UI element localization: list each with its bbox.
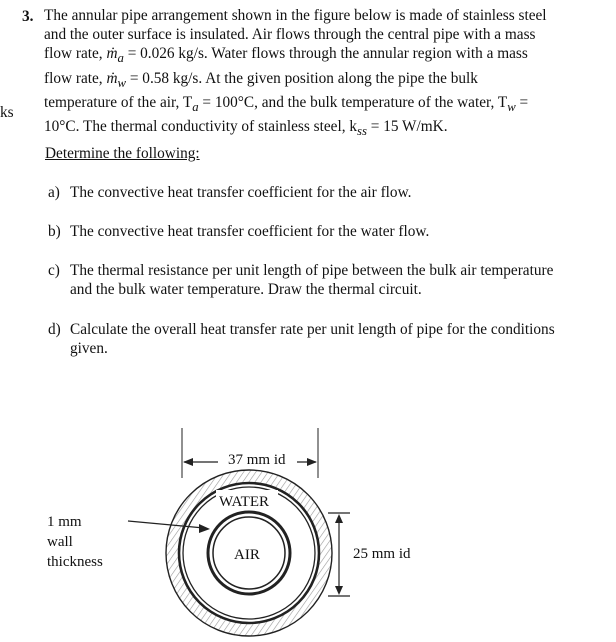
question-text-a: The convective heat transfer coefficient for the air flow.	[70, 184, 412, 201]
question-text-b: The convective heat transfer coefficient for the water flow.	[70, 223, 430, 240]
statement-line-4: flow rate, ṁ$_w$ = 0.58 kg/s. At the given position along the pipe the bulk	[44, 69, 478, 90]
wall-thickness-label-3: thickness	[47, 554, 103, 570]
statement-line-1: The annular pipe arrangement shown in the figure below is made of stainless steel	[44, 7, 547, 24]
problem-number: 3.	[22, 8, 34, 25]
question-label-a: a)	[48, 184, 60, 201]
air-label: AIR	[234, 547, 260, 563]
outer-dim-arrow-right	[307, 458, 317, 466]
margin-fragment-text: ks	[0, 104, 14, 121]
inner-dim-arrow-bottom	[335, 586, 343, 595]
outer-diameter-label: 37 mm id	[228, 452, 286, 468]
statement-line-3: flow rate, ṁ$_a$ = 0.026 kg/s. Water flows through the annular region with a mass	[44, 45, 528, 66]
statement-line-6: 10°C. The thermal conductivity of stainless steel, $k_{ss} = 15$ W/mK.	[44, 118, 448, 139]
statement-line-2: and the outer surface is insulated. Air flows through the central pipe with a mass	[44, 26, 536, 44]
inner-dim-arrow-top	[335, 514, 343, 523]
question-label-d: d)	[48, 321, 61, 338]
question-text-d: Calculate the overall heat transfer rate per unit length of pipe for the conditions given.	[70, 321, 555, 358]
water-label: WATER	[219, 494, 269, 510]
wall-thickness-label-2: wall	[47, 534, 73, 550]
wall-thickness-label-1: 1 mm	[47, 514, 82, 530]
statement-line-5: temperature of the air, $T_a = 100^\circ C$, and the bulk temperature of the water, $T_w$ =	[44, 93, 529, 114]
question-label-c: c)	[48, 262, 60, 279]
outer-dim-arrow-left	[183, 458, 193, 466]
inner-diameter-label: 25 mm id	[353, 546, 411, 562]
section-heading: Determine the following:	[45, 145, 200, 162]
question-label-b: b)	[48, 223, 61, 240]
question-text-c: The thermal resistance per unit length of pipe between the bulk air temperature and the bulk water temperature. Draw the thermal circuit.	[70, 262, 554, 299]
